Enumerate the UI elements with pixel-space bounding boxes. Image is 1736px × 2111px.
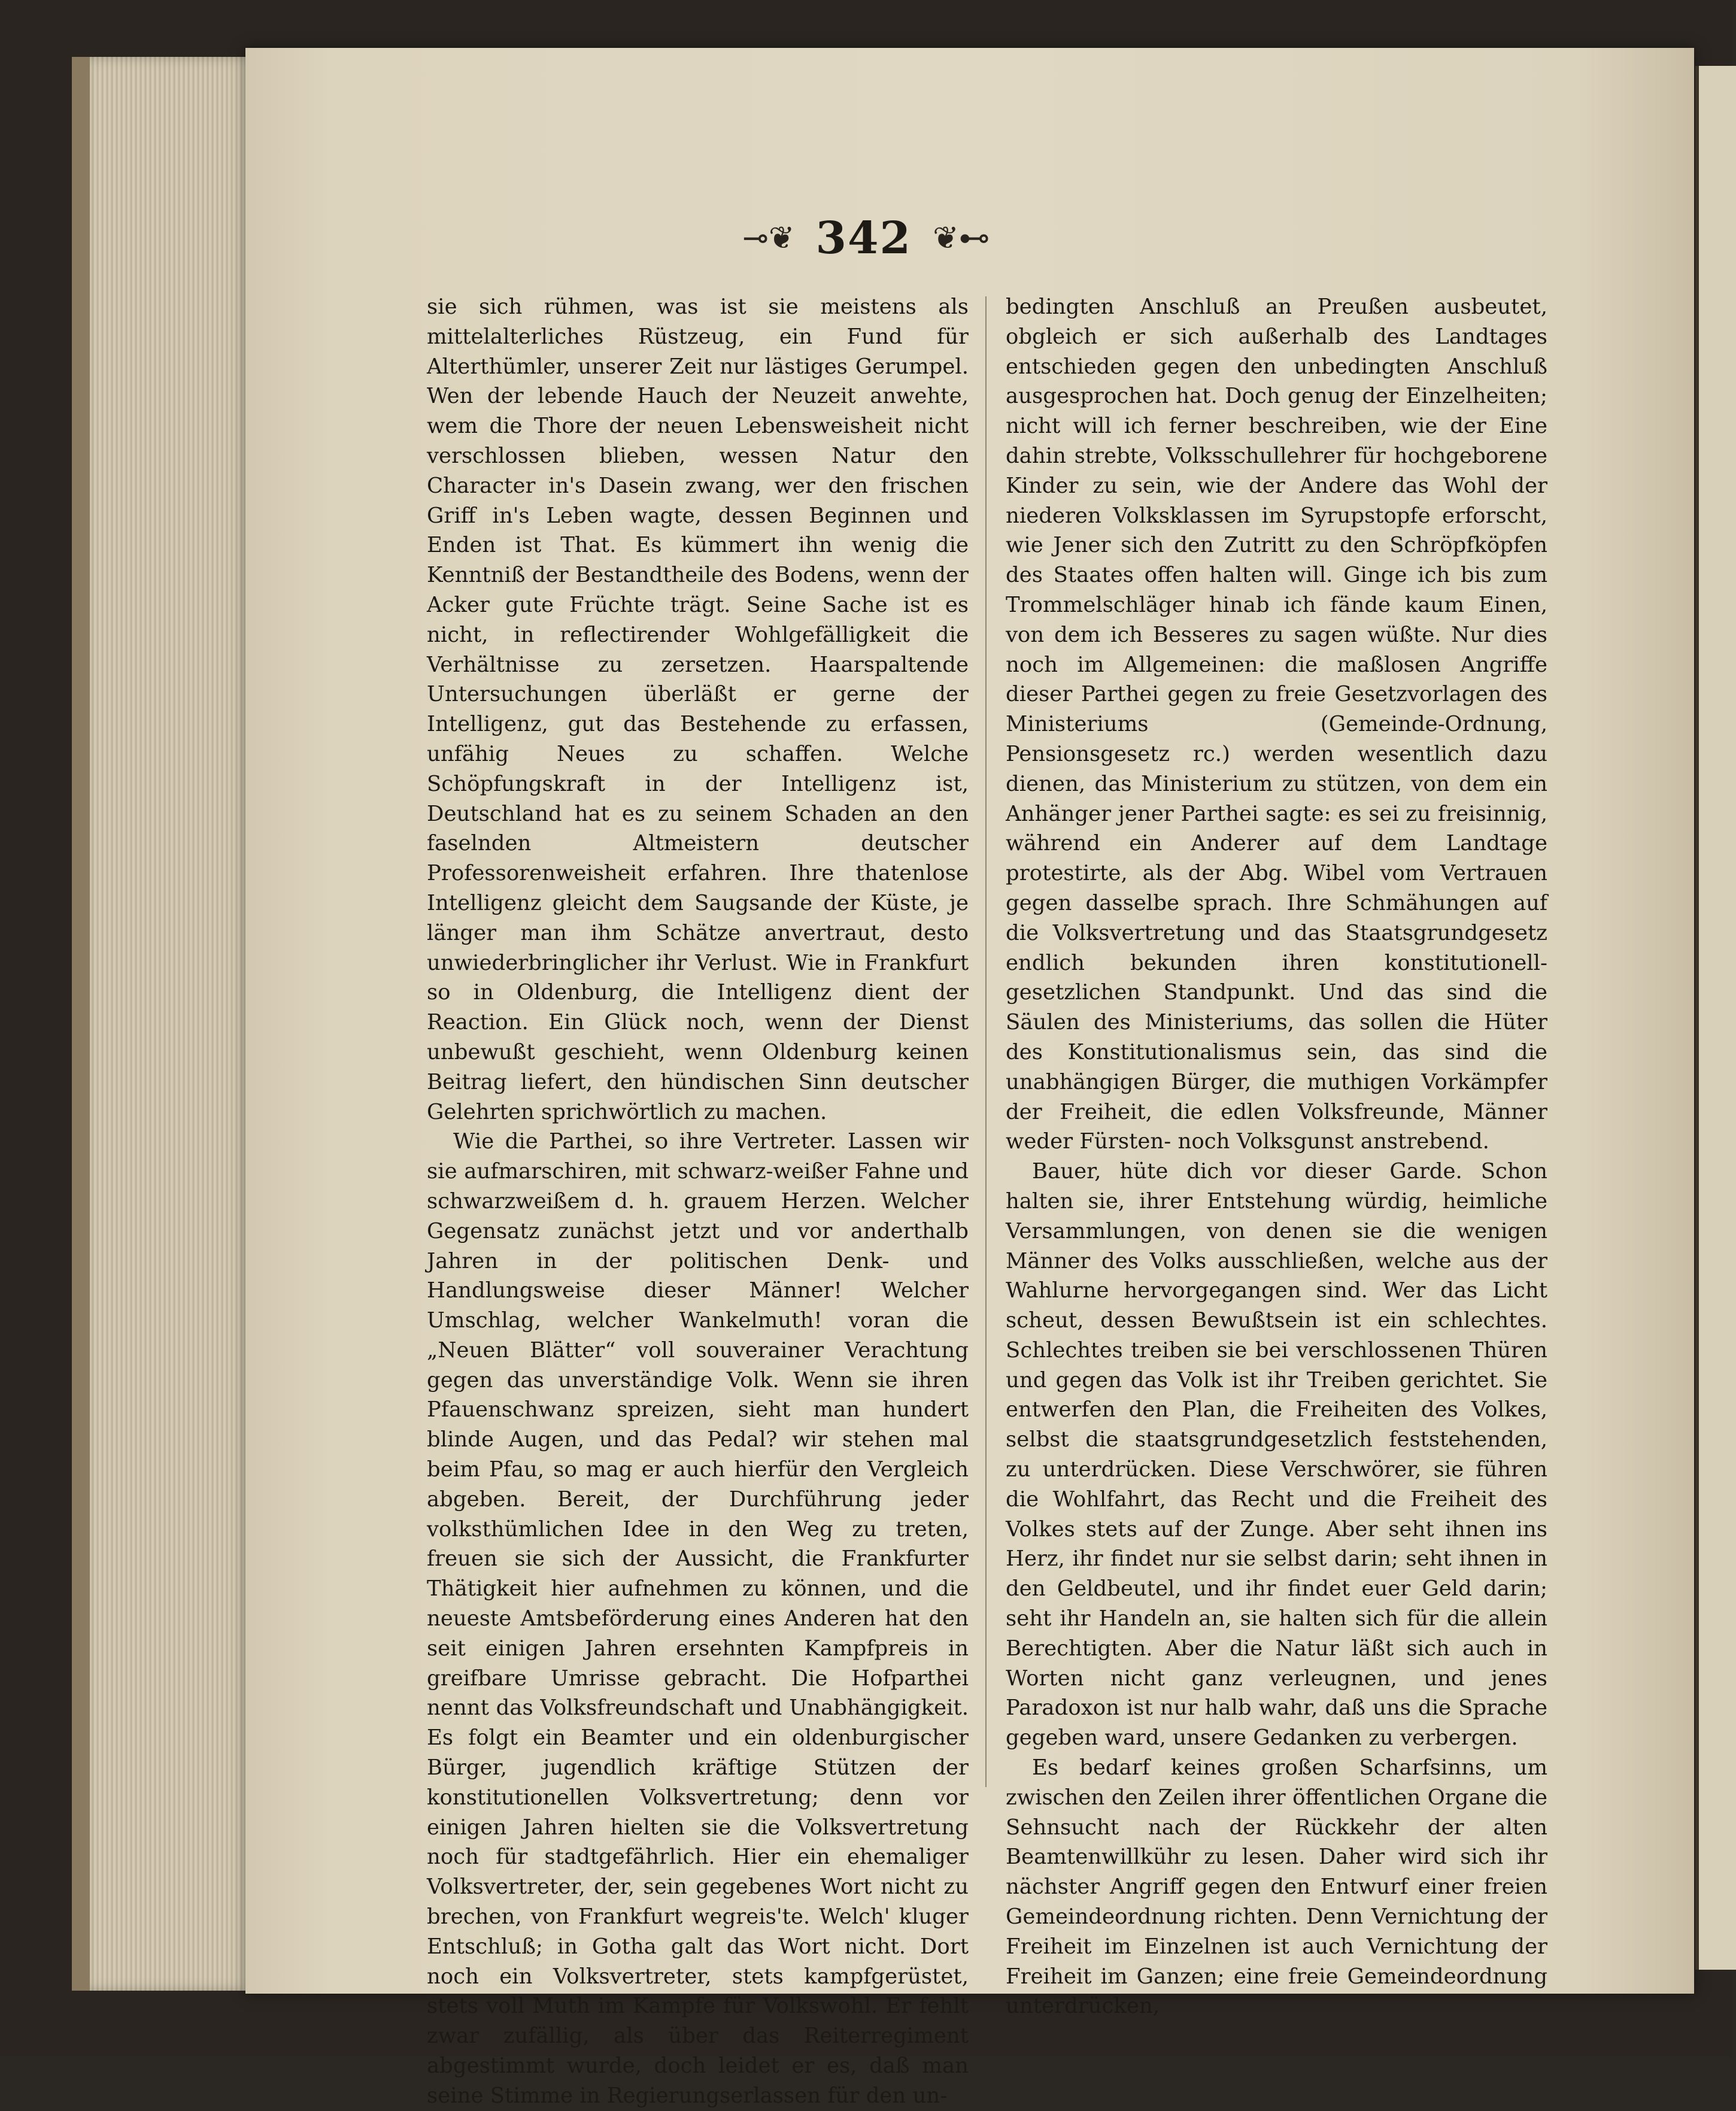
- ornament-right-icon: ❦⊷: [933, 220, 990, 256]
- ornament-left-icon: ⊸❦: [742, 220, 795, 256]
- paragraph: Wie die Parthei, so ihre Vertreter. Lassen wir sie aufmarschiren, mit schwarz-weißer Fahne und schwarzweißem d. h. grauem Herzen. Welcher Gegensatz zunächst jetzt und vor anderthalb Jahren in der politischen Denk- und Handlungsweise dieser Männer! Welcher Umschlag, welcher Wankelmuth! voran die „Neuen Blätter“ voll souverainer Verachtung gegen das unverständige Volk. Wenn sie ihren Pfauenschwanz spreizen, sieht man hundert blinde Augen, und das Pedal? wir stehen mal beim Pfau, so mag er auch hierfür den Vergleich abgeben. Bereit, der Durchführung jeder volksthümlichen Idee in den Weg zu treten, freuen sie sich der Aussicht, die Frankfurter Thätigkeit hier aufnehmen zu können, und die neueste Amtsbeförderung eines Anderen hat den seit einigen Jahren ersehnten Kampfpreis in greifbare Umrisse gebracht. Die Hofparthei nennt das Volksfreundschaft und Unabhängigkeit. Es folgt ein Beamter und ein oldenburgischer Bürger, jugendlich kräftige Stützen der konstitutionellen Volksvertretung; denn vor einigen Jahren hielten sie die Volksvertretung noch für stadtgefährlich. Hier ein ehemaliger Volksvertreter, der, sein gegebenes Wort nicht zu brechen, von Frankfurt wegreis'te. Welch' kluger Entschluß; in Gotha galt das Wort nicht. Dort noch ein Volksvertreter, stets kampfgerüstet, stets voll Muth im Kampfe für Volkswohl. Er fehlt zwar zufällig, als über das Reiterregiment abgestimmt wurde, doch leidet er es, daß man seine Stimme in Regierungserlassen für den un-: [427, 1129, 969, 2108]
- right-column: [1006, 292, 1547, 2021]
- facing-page-edge: [1695, 66, 1736, 1970]
- paragraph: Bauer, hüte dich vor dieser Garde. Schon halten sie, ihrer Entstehung würdig, heimliche Versammlungen, von denen sie die wenigen Männer des Volks ausschließen, welche aus der Wahlurne hervorgegangen sind. Wer das Licht scheut, dessen Bewußtsein ist ein schlechtes. Schlechtes treiben sie bei verschlossenen Thüren und gegen das Volk ist ihr Treiben gerichtet. Sie entwerfen den Plan, die Freiheiten des Volkes, selbst die staatsgrundgesetzlich feststehenden, zu unterdrücken. Diese Verschwörer, sie führen die Wohlfahrt, das Recht und die Freiheit des Volkes stets auf der Zunge. Aber seht ihnen ins Herz, ihr findet nur sie selbst darin; seht ihnen in den Geldbeutel, und ihr findet euer Geld darin; seht ihr Handeln an, sie halten sich für die allein Berechtigten. Aber die Natur läßt sich auch in Worten nicht ganz verleugnen, und jenes Paradoxon ist nur halb wahr, daß uns die Sprache gegeben ward, unsere Gedanken zu verbergen.: [1006, 1159, 1547, 1751]
- page-number: 342: [815, 213, 912, 264]
- paragraph: bedingten Anschluß an Preußen ausbeutet, obgleich er sich außerhalb des Landtages entschieden gegen den unbedingten Anschluß ausgesprochen hat. Doch genug der Einzelheiten; nicht will ich ferner beschreiben, wie der Eine dahin strebte, Volksschullehrer für hochgeborene Kinder zu sein, wie der Andere das Wohl der niederen Volksklassen im Syrupstopfe erforscht, wie Jener sich den Zutritt zu den Schröpfköpfen des Staates offen halten will. Ginge ich bis zum Trommelschläger hinab ich fände kaum Einen, von dem ich Besseres zu sagen wüßte. Nur dies noch im Allgemeinen: die maßlosen Angriffe dieser Parthei gegen zu freie Gesetzvorlagen des Ministeriums (Gemeinde-Ordnung, Pensionsgesetz rc.) werden wesentlich dazu dienen, das Ministerium zu stützen, von dem ein Anhänger jener Parthei sagte: es sei zu freisinnig, während ein Anderer auf dem Landtage protestirte, als der Abg. Wibel vom Vertrauen gegen dasselbe sprach. Ihre Schmähungen auf die Volksvertretung und das Staatsgrundgesetz endlich bekunden ihren konstitutionell-gesetzlichen Standpunkt. Und das sind die Säulen des Ministeriums, das sollen die Hüter des Konstitutionalismus sein, das sind die unabhängigen Bürger, die muthigen Vorkämpfer der Freiheit, die edlen Volksfreunde, Männer weder Fürsten- noch Volksgunst anstrebend.: [1006, 295, 1547, 1154]
- paragraph: Es bedarf keines großen Scharfsinns, um zwischen den Zeilen ihrer öffentlichen Organe die Sehnsucht nach der Rückkehr der alten Beamtenwillkühr zu lesen. Daher wird sich ihr nächster Angriff gegen den Entwurf einer freien Gemeindeordnung richten. Denn Vernichtung der Freiheit im Einzelnen ist auch Vernichtung der Freiheit im Ganzen; eine freie Gemeindeordnung unterdrücken,: [1006, 1755, 1547, 2019]
- paragraph: sie sich rühmen, was ist sie meistens als mittelalterliches Rüstzeug, ein Fund für Alterthümler, unserer Zeit nur lästiges Gerumpel. Wen der lebende Hauch der Neuzeit anwehte, wem die Thore der neuen Lebensweisheit nicht verschlossen blieben, wessen Natur den Character in's Dasein zwang, wer den frischen Griff in's Leben wagte, dessen Beginnen und Enden ist That. Es kümmert ihn wenig die Kenntniß der Bestandtheile des Bodens, wenn der Acker gute Früchte trägt. Seine Sache ist es nicht, in reflectirender Wohlgefälligkeit die Verhältnisse zu zersetzen. Haarspaltende Untersuchungen überläßt er gerne der Intelligenz, gut das Bestehende zu erfassen, unfähig Neues zu schaffen. Welche Schöpfungskraft in der Intelligenz ist, Deutschland hat es zu seinem Schaden an den faselnden Altmeistern deutscher Professorenweisheit erfahren. Ihre thatenlose Intelligenz gleicht dem Saugsande der Küste, je länger man ihm Schätze anvertraut, desto unwiederbringlicher ihr Verlust. Wie in Frankfurt so in Oldenburg, die Intelligenz dient der Reaction. Ein Glück noch, wenn der Dienst unbewußt geschieht, wenn Oldenburg keinen Beitrag liefert, den hündischen Sinn deutscher Gelehrten sprichwörtlich zu machen.: [427, 295, 969, 1124]
- column-divider: [985, 296, 987, 1787]
- left-column: [427, 292, 969, 2111]
- page-edges: [72, 57, 269, 1991]
- page-header: [0, 213, 1732, 272]
